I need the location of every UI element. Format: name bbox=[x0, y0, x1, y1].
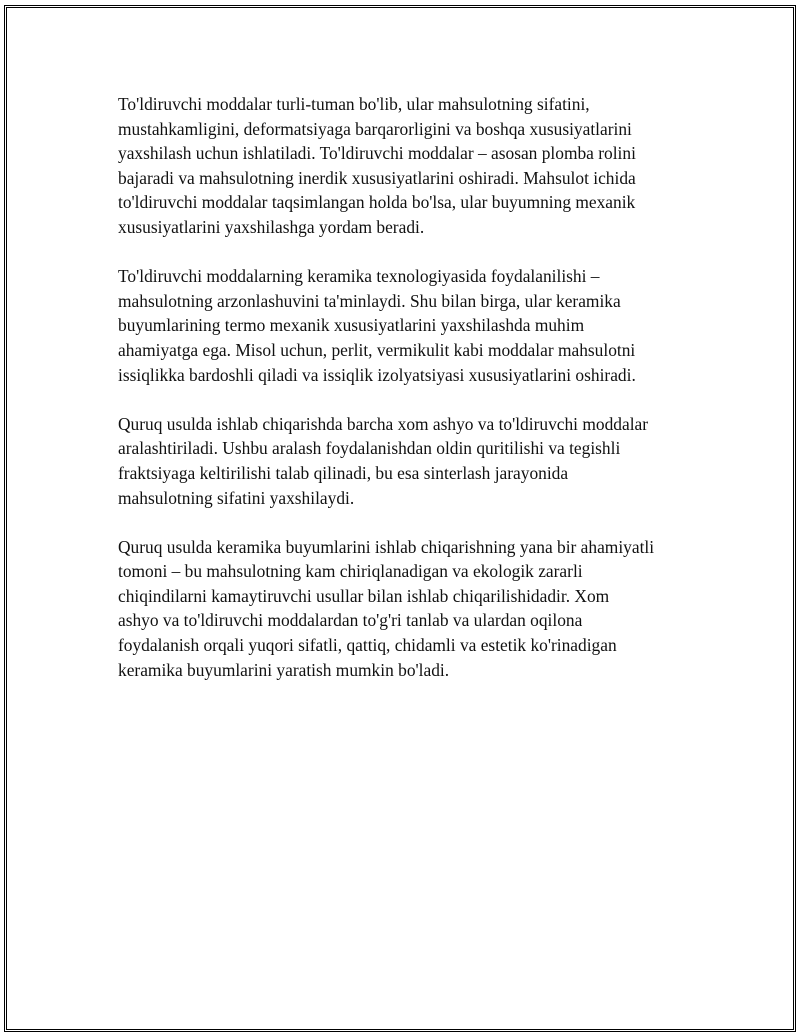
paragraph-2 bbox=[118, 264, 698, 387]
paragraph-line: fraktsiyaga keltirilishi talab qilinadi, bu esa sinterlash jarayonida bbox=[118, 462, 569, 483]
paragraph-line: ashyo va to'ldiruvchi moddalardan to'g'ri tanlab va ulardan oqilona bbox=[118, 610, 583, 631]
paragraph-line: xususiyatlarini yaxshilashga yordam beradi. bbox=[118, 216, 425, 237]
paragraph-line: chiqindilarni kamaytiruvchi usullar bilan ishlab chiqarilishidadir. Xom bbox=[118, 585, 610, 606]
paragraph-4 bbox=[118, 535, 698, 683]
paragraph-line: foydalanish orqali yuqori sifatli, qattiq, chidamli va estetik ko'rinadigan bbox=[118, 635, 617, 656]
paragraph-line: To'ldiruvchi moddalar turli-tuman bo'lib, ular mahsulotning sifatini, bbox=[118, 94, 590, 114]
paragraph-line: Quruq usulda keramika buyumlarini ishlab chiqarishning yana bir ahamiyatli bbox=[118, 536, 655, 557]
paragraph-line: mahsulotning sifatini yaxshilaydi. bbox=[118, 487, 355, 508]
paragraph-line: to'ldiruvchi moddalar taqsimlangan holda bo'lsa, ular buyumning mexanik bbox=[118, 192, 636, 213]
paragraph-line: ahamiyatga ega. Misol uchun, perlit, vermikulit kabi moddalar mahsulotni bbox=[118, 339, 636, 360]
paragraph-line: To'ldiruvchi moddalarning keramika texnologiyasida foydalanilishi – bbox=[118, 266, 600, 287]
paragraph-line: mahsulotning arzonlashuvini ta'minlaydi. Shu bilan birga, ular keramika bbox=[118, 290, 621, 311]
paragraph-line: buyumlarining termo mexanik xususiyatlarini yaxshilashda muhim bbox=[118, 315, 585, 336]
paragraph-line: yaxshilash uchun ishlatiladi. To'ldiruvchi moddalar – asosan plomba rolini bbox=[118, 143, 636, 164]
paragraph-line: Quruq usulda ishlab chiqarishda barcha xom ashyo va to'ldiruvchi moddalar bbox=[118, 413, 649, 434]
paragraph-line: tomoni – bu mahsulotning kam chiriqlanadigan va ekologik zararli bbox=[118, 561, 583, 582]
paragraph-line: keramika buyumlarini yaratish mumkin bo'ladi. bbox=[118, 659, 450, 680]
paragraph-line: mustahkamligini, deformatsiyaga barqarorligini va boshqa xususiyatlarini bbox=[118, 118, 632, 139]
paragraph-1 bbox=[118, 92, 698, 240]
paragraph-line: aralashtiriladi. Ushbu aralash foydalanishdan oldin quritilishi va tegishli bbox=[118, 438, 621, 459]
paragraph-3 bbox=[118, 412, 698, 510]
document-body bbox=[118, 92, 698, 707]
paragraph-line: bajaradi va mahsulotning inerdik xususiyatlarini oshiradi. Mahsulot ichida bbox=[118, 167, 636, 188]
paragraph-line: issiqlikka bardoshli qiladi va issiqlik izolyatsiyasi xususiyatlarini oshiradi. bbox=[118, 364, 636, 385]
